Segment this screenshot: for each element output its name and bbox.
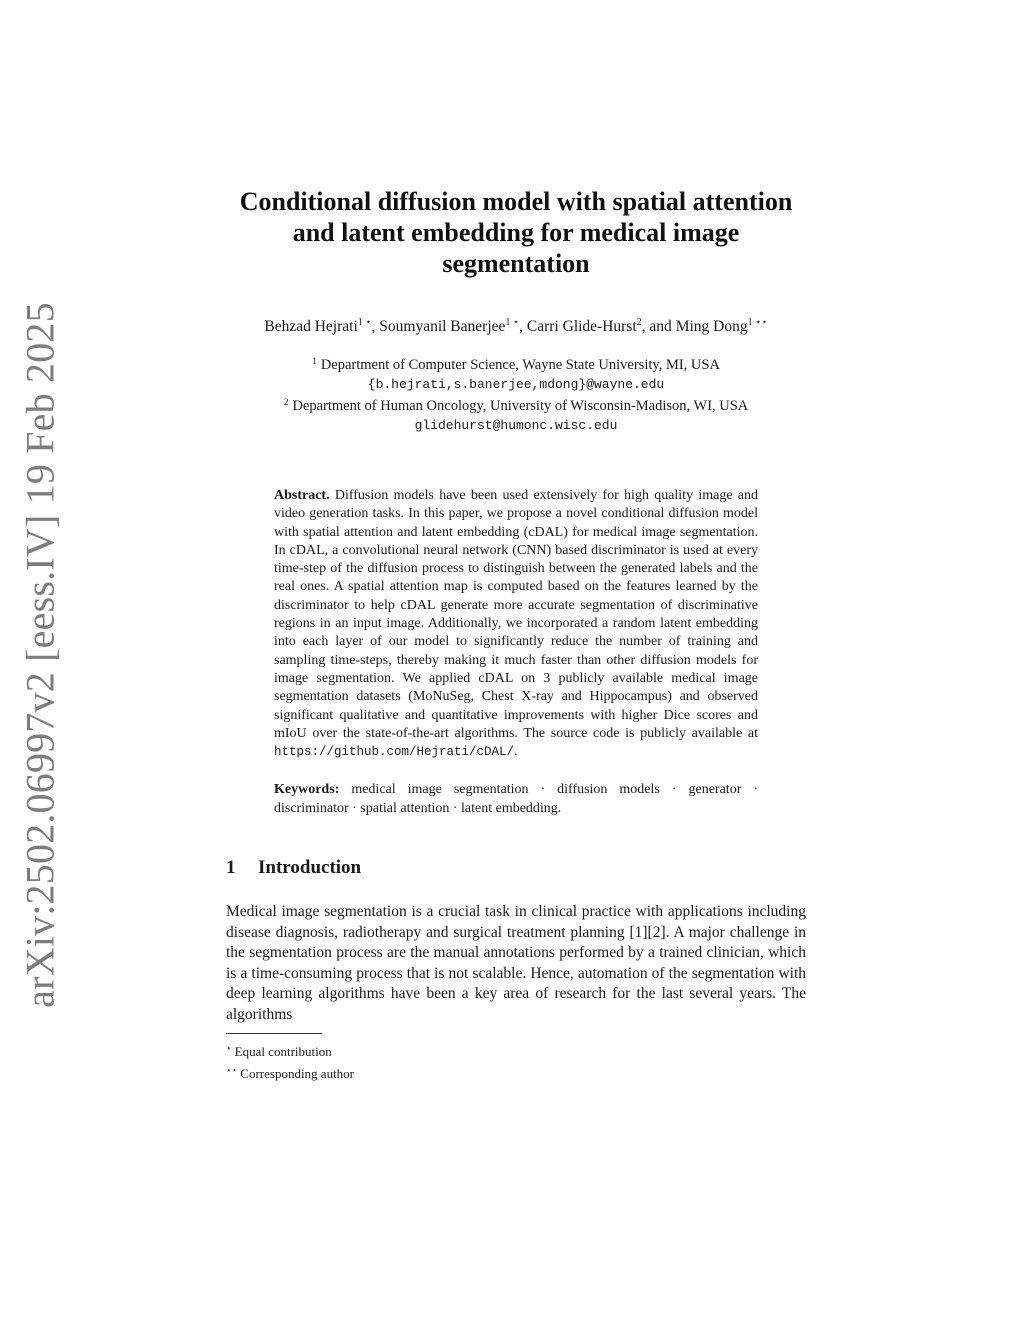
code-link[interactable]: https://github.com/Hejrati/cDAL/ (274, 745, 515, 760)
author-name: Ming Dong (675, 318, 748, 335)
author-affiliation-mark: 1 ⋆ (505, 317, 520, 328)
author-list: Behzad Hejrati$^{1 ⋆}$, Soumyanil Banerjee$^{1 ⋆}$, Carri Glide-Hurst$^2$, and Ming Dong$^{1 ⋆⋆}$ (264, 317, 768, 335)
author-name: Carri Glide-Hurst (526, 318, 637, 335)
footnote-equal-contribution: ⋆ Equal contribution (226, 1043, 332, 1060)
keywords-label: Keywords: (274, 782, 340, 798)
section-number: 1 (226, 857, 236, 879)
keywords (274, 781, 758, 818)
abstract-text: Diffusion models have been used extensively for high quality image and video generation tasks. In this paper, we propose a novel conditional diffusion model with spatial attention and latent embedding (cDAL) for medical image segmentation. In cDAL, a convolutional neural network (CNN) based discriminator is used at every time-step of the diffusion process to distinguish between the generated labels and the real ones. A spatial attention map is computed based on the features learned by the discriminator to help cDAL generate more accurate segmentation of discriminative regions in an input image. Additionally, we incorporated a random latent embedding into each layer of our model to significantly reduce the number of training and sampling time-steps, thereby making it much faster than other diffusion models for image segmentation. We applied cDAL on 3 publicly available medical image segmentation datasets (MoNuSeg, Chest X-ray and Hippocampus) and observed significant qualitative and quantitative improvements with higher Dice scores and mIoU over the state-of-the-art algorithms. The source code is publicly available at (274, 488, 758, 741)
author-affiliation-mark: 2 (636, 317, 642, 328)
abstract-label: Abstract. (274, 488, 330, 503)
section-title: Introduction (258, 857, 362, 879)
affiliation-1: $^1$ Department of Computer Science, Wayne State University, MI, USA (312, 357, 720, 373)
footnote-corresponding-author: ⋆⋆ Corresponding author (226, 1065, 355, 1082)
footnote-rule (226, 1033, 322, 1034)
affiliations (226, 353, 806, 435)
abstract: Abstract. Diffusion models have been used extensively for high quality image and video generation tasks. In this paper, we propose a novel conditional diffusion model with spatial attention and latent embedding (cDAL) for medical image segmentation. In cDAL, a convolutional neural network (CNN) based discriminator is used at every time-step of the diffusion process to distinguish between the generated labels and the real ones. A spatial attention map is computed based on the features learned by the discriminator to help cDAL generate more accurate segmentation of discriminative regions in an input image. Additionally, we incorporated a random latent embedding into each layer of our model to significantly reduce the number of training and sampling time-steps, thereby making it much faster than other diffusion models for image segmentation. We applied cDAL on 3 publicly available medical image segmentation datasets (MoNuSeg, Chest X-ray and Hippocampus) and observed significant qualitative and quantitative improvements with higher Dice scores and mIoU over the state-of-the-art algorithms. The source code is publicly available at https://github.com/Hejrati/cDAL/. (274, 488, 758, 760)
affiliation-2-email: glidehurst@humonc.wisc.edu (414, 418, 618, 433)
author-name: Soumyanil Banerjee (379, 318, 506, 335)
affiliation-1-email: {b.hejrati,s.banerjee,mdong}@wayne.edu (367, 377, 665, 392)
author-affiliation-mark: 1 ⋆ (357, 317, 372, 328)
footnotes (226, 1039, 806, 1083)
author-affiliation-mark: 1 ⋆⋆ (747, 317, 768, 328)
paper-page (226, 186, 806, 1083)
paper-title: Conditional diffusion model with spatial attention and latent embedding for medical image segmentation (239, 187, 793, 278)
keywords-text: medical image segmentation · diffusion models · generator · discriminator · spatial attention · latent embedding. (274, 782, 759, 816)
affiliation-2: $^2$ Department of Human Oncology, University of Wisconsin-Madison, WI, USA (283, 398, 749, 414)
intro-paragraph: Medical image segmentation is a crucial task in clinical practice with applications including disease diagnosis, radiotherapy and surgical treatment planning [1][2]. A major challenge in the segmentation process are the manual annotations performed by a trained clinician, which is a time-consuming process that is not scalable. Hence, automation of the segmentation with deep learning algorithms have been a key area of research for the last several years. The algorithms (226, 903, 806, 1023)
arxiv-identifier: arXiv:2502.06997v2 [eess.IV] 19 Feb 2025 (17, 302, 63, 1008)
author-name: Behzad Hejrati (264, 318, 358, 335)
section-heading (226, 856, 806, 880)
arxiv-sidebar (10, 302, 70, 1008)
